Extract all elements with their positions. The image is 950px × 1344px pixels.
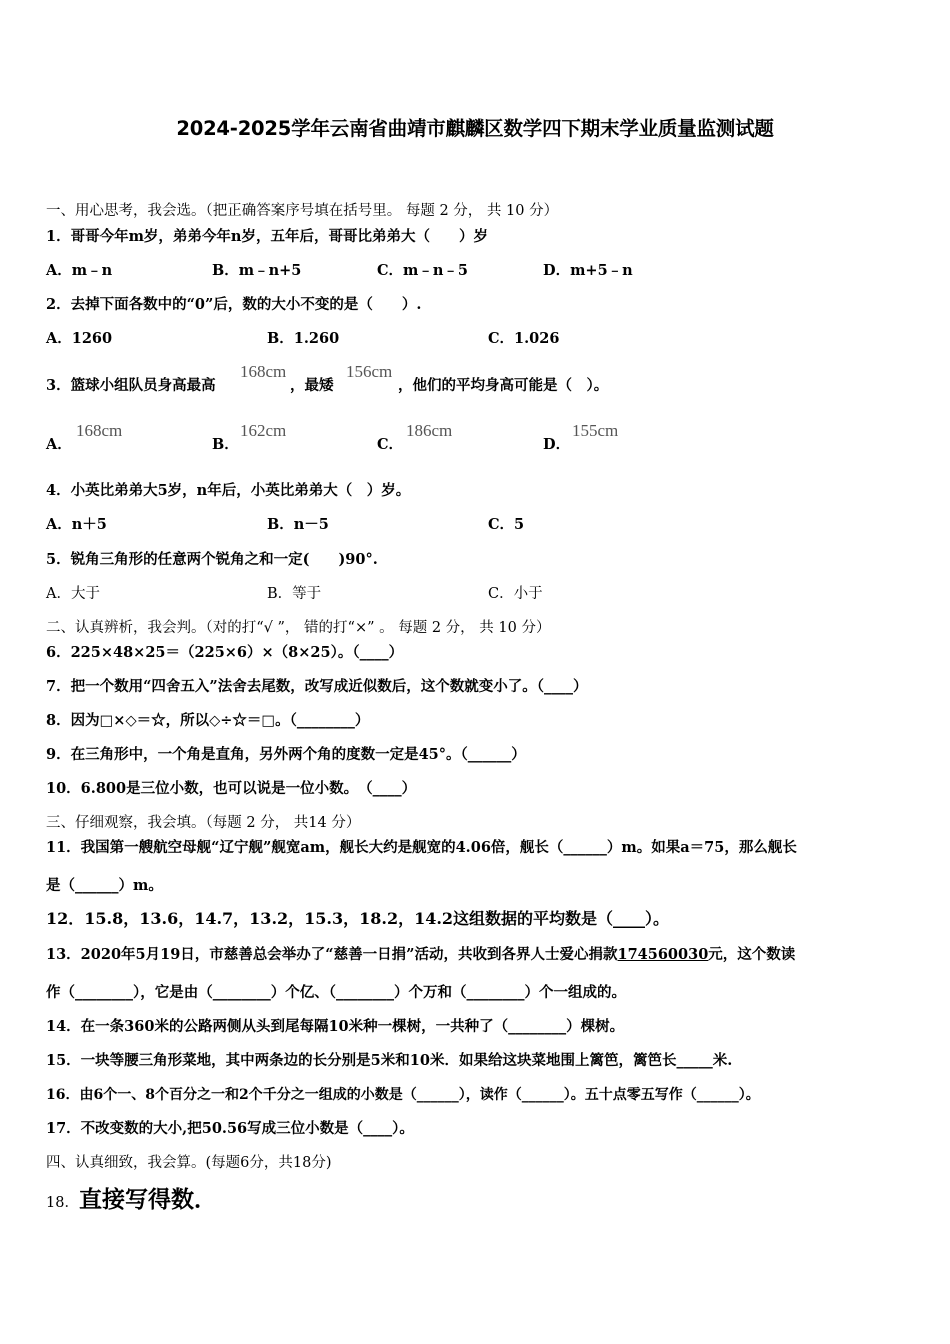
page-title: 2024-2025学年云南省曲靖市麒麟区数学四下期末学业质量监测试题 [176, 117, 774, 140]
question-6: 6．225×48×25＝（225×6）×（8×25）。（____） [46, 644, 404, 661]
q18-text: 直接写得数． [78, 1186, 217, 1213]
q1-option-b: B．m﹣n+5 [212, 262, 302, 279]
q4-option-c: C．5 [488, 516, 525, 533]
question-11-line-1: 11．我国第一艘航空母舰“辽宁舰”舰宽am，舰长大约是舰宽的4.06倍，舰长（______）m。如果a＝75，那么舰长 [46, 839, 797, 856]
question-14: 14．在一条360米的公路两侧从头到尾每隔10米种一棵树，一共种了（________）棵树。 [46, 1018, 625, 1035]
q4-option-a: A．n＋5 [46, 516, 107, 533]
q2-option-a: A．1260 [46, 330, 113, 347]
question-13-line-1 [46, 946, 795, 964]
question-17: 17．不改变数的大小,把50.56写成三位小数是（____）。 [46, 1120, 414, 1137]
q1-option-c: C．m﹣n﹣5 [377, 262, 469, 279]
question-12: 12．15.8，13.6，14.7，13.2，15.3，18.2，14.2这组数据的平均数是（____）。 [46, 909, 670, 928]
question-2: 2．去掉下面各数中的“0”后，数的大小不变的是（ ）. [46, 296, 422, 313]
q5-option-b: B．等于 [267, 586, 322, 602]
q1-option-d: D．m+5﹣n [543, 262, 633, 279]
section-3-heading: 三、仔细观察，我会填。（每题 2 分， 共14 分） [46, 815, 361, 831]
q3-option-c-value: 186cm [406, 421, 453, 440]
q5-option-a: A．大于 [46, 586, 100, 602]
q1-option-a: A．m﹣n [46, 262, 113, 279]
q2-option-c: C．1.026 [488, 330, 560, 347]
q3-option-b-value: 162cm [240, 421, 287, 440]
q3-option-c-label: C． [377, 436, 404, 453]
q3-option-d-label: D． [543, 436, 571, 453]
question-4: 4．小英比弟弟大5岁，n年后，小英比弟弟大（ ）岁。 [46, 482, 411, 499]
q13-amount: 174560030 [617, 946, 709, 963]
question-3-part-c: ，他们的平均身高可能是（ ）。 [398, 377, 609, 394]
question-5: 5．锐角三角形的任意两个锐角之和一定( )90°. [46, 551, 378, 568]
q4-option-b: B．n－5 [267, 516, 329, 533]
question-3-part-a: 3．篮球小组队员身高最高 [46, 377, 216, 394]
section-1-heading: 一、用心思考，我会选。（把正确答案序号填在括号里。 每题 2 分， 共 10 分） [46, 203, 559, 219]
q18-number: 18． [46, 1195, 79, 1211]
question-13-line-2: 作（________），它是由（________）个亿、（________）个万和（________）个一组成的。 [46, 984, 626, 1001]
q3-option-a-value: 168cm [76, 421, 123, 440]
question-15: 15．一块等腰三角形菜地，其中两条边的长分别是5米和10米．如果给这块菜地围上篱笆，篱笆长_____米. [46, 1052, 733, 1069]
q3-option-b-label: B． [212, 436, 239, 453]
q13-text-post: 元，这个数读 [708, 946, 796, 963]
q3-option-d-value: 155cm [572, 421, 619, 440]
question-18 [46, 1186, 217, 1217]
q3-min-height: 156cm [346, 362, 393, 381]
question-10: 10．6.800是三位小数，也可以说是一位小数。 （____） [46, 780, 417, 797]
question-8: 8．因为□×◇＝☆，所以◇÷☆＝□。（________） [46, 712, 370, 729]
q5-option-c: C．小于 [488, 586, 543, 602]
section-4-heading: 四、认真细致，我会算。(每题6分，共18分) [46, 1155, 332, 1171]
q3-option-a-label: A． [46, 436, 72, 453]
question-3-part-b: ，最矮 [290, 377, 334, 394]
question-9: 9．在三角形中，一个角是直角，另外两个角的度数一定是45°。（______） [46, 746, 526, 763]
question-7: 7．把一个数用“四舍五入”法舍去尾数，改写成近似数后，这个数就变小了。（____） [46, 678, 588, 695]
q3-max-height: 168cm [240, 362, 287, 381]
q13-text-pre: 13．2020年5月19日，市慈善总会举办了“慈善一日捐”活动，共收到各界人士爱心捐款 [46, 946, 618, 963]
q2-option-b: B．1.260 [267, 330, 340, 347]
section-2-heading: 二、认真辨析，我会判。（对的打“√ ”， 错的打“×” 。 每题 2 分， 共 10 分） [46, 620, 551, 636]
question-1: 1．哥哥今年m岁，弟弟今年n岁，五年后，哥哥比弟弟大（ ）岁 [46, 228, 488, 245]
question-11-line-2: 是（______）m。 [46, 877, 163, 894]
question-16: 16．由6个一、8个百分之一和2个千分之一组成的小数是（______），读作（______）。五十点零五写作（______）。 [46, 1087, 760, 1103]
